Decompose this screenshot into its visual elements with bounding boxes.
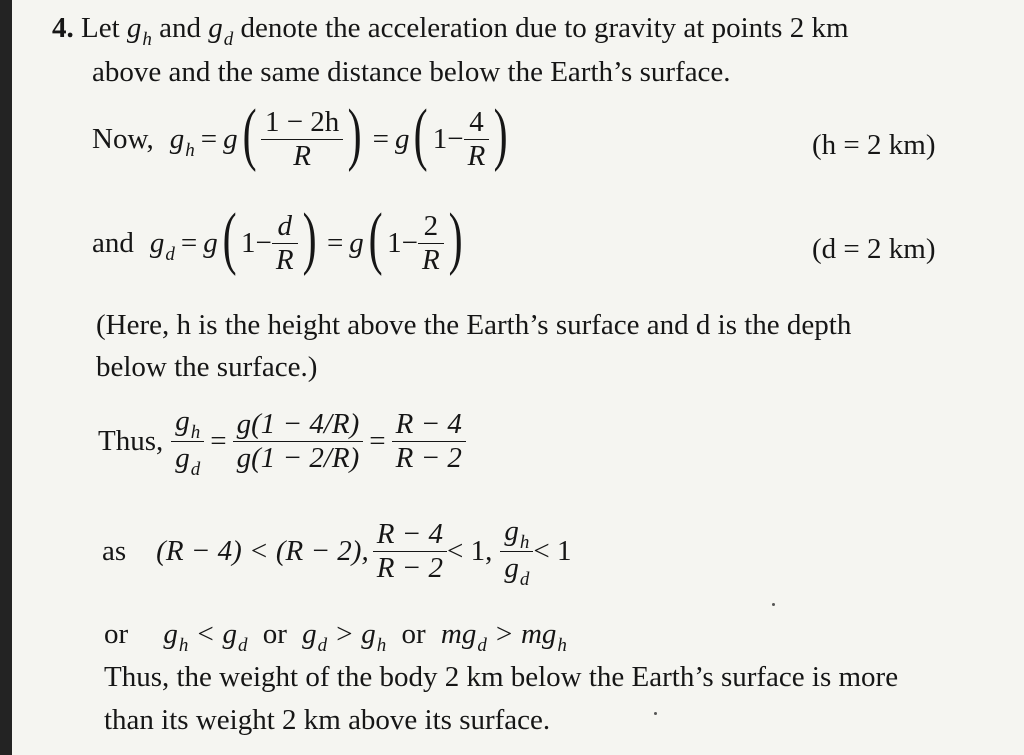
eq2-gd: $g_d$ (149, 226, 175, 265)
speck (772, 603, 775, 606)
eq1-rparen: ) (347, 96, 362, 173)
speck (654, 712, 657, 715)
symbol-gd: $g_d$ (208, 12, 234, 50)
word-and: and (159, 12, 202, 44)
eq4-fraction: $\frac{R - 4}{R - 2}$ (373, 518, 447, 585)
equation-comparison: or $g_h < g_d$ or $g_d > g_h$ or $mg_d > mg_h$ (104, 618, 567, 656)
problem-line-2: above and the same distance below the Earth’s surface. (92, 56, 731, 88)
page-edge-shadow (0, 0, 12, 755)
explanation-line-2: below the surface.) (96, 351, 318, 383)
problem-text: denote the acceleration due to gravity at points 2 km (240, 12, 849, 44)
eq1-fraction-2: $\frac{4}{R}$ (464, 106, 490, 173)
eq1-equals: = (200, 122, 218, 155)
eq4-label: as (102, 535, 127, 567)
eq2-fraction-2: $\frac{2}{R}$ (418, 210, 444, 277)
problem-line-1 (52, 11, 849, 49)
eq1-fraction: $\frac{1 - 2h}{R}$ (261, 106, 343, 173)
eq3-fraction-2: $\frac{g(1 - 4/R)}{g(1 - 2/R)}$ (233, 408, 364, 475)
eq3-label: Thus, (98, 425, 164, 457)
eq4-gratio: $\frac{g_h}{g_d}$ (500, 515, 533, 588)
eq3-fraction-1: $\frac{g_h}{g_d}$ (171, 405, 204, 478)
word-let: Let (81, 12, 120, 44)
explanation-line-1: (Here, h is the height above the Earth’s surface and d is the depth (96, 309, 852, 341)
eq1-lparen: ( (242, 96, 257, 173)
conclusion-line-2: than its weight 2 km above its surface. (104, 704, 551, 736)
equation-inequality: as (R − 4) < (R − 2), $\frac{R - 4}{R - 2}$ < 1, $\frac{g_h}{g_d}$ < 1 (102, 515, 572, 590)
eq2-note: (d = 2 km) (812, 233, 936, 265)
eq1-gh: $g_h$ (169, 122, 195, 161)
eq3-fraction-3: $\frac{R - 4}{R - 2}$ (392, 408, 466, 475)
conclusion-line-1: Thus, the weight of the body 2 km below the Earth’s surface is more (104, 661, 899, 693)
equation-ratio: Thus, $\frac{g_h}{g_d}$ = $\frac{g(1 - 4/R)}{g(1 - 2/R)}$ = $\frac{R - 4}{R - 2}$ (98, 405, 466, 478)
eq1-g: g (223, 122, 238, 155)
eq2-label: and (92, 226, 134, 259)
problem-number: 4. (52, 12, 74, 44)
equation-gh: Now, $g_h$ = g ( $\frac{1 - 2h}{R}$ ) = g ( 1− $\frac{4}{R}$ ) (92, 96, 509, 173)
symbol-gh: $g_h$ (126, 12, 152, 50)
equation-gd: and $g_d$ = g ( 1− $\frac{d}{R}$ ) = g ( 1− $\frac{2}{R}$ ) (92, 200, 463, 277)
eq1-note: (h = 2 km) (812, 129, 936, 161)
eq2-fraction: $\frac{d}{R}$ (272, 210, 298, 277)
eq5-label: or (104, 618, 129, 650)
eq1-label: Now, (92, 122, 154, 155)
